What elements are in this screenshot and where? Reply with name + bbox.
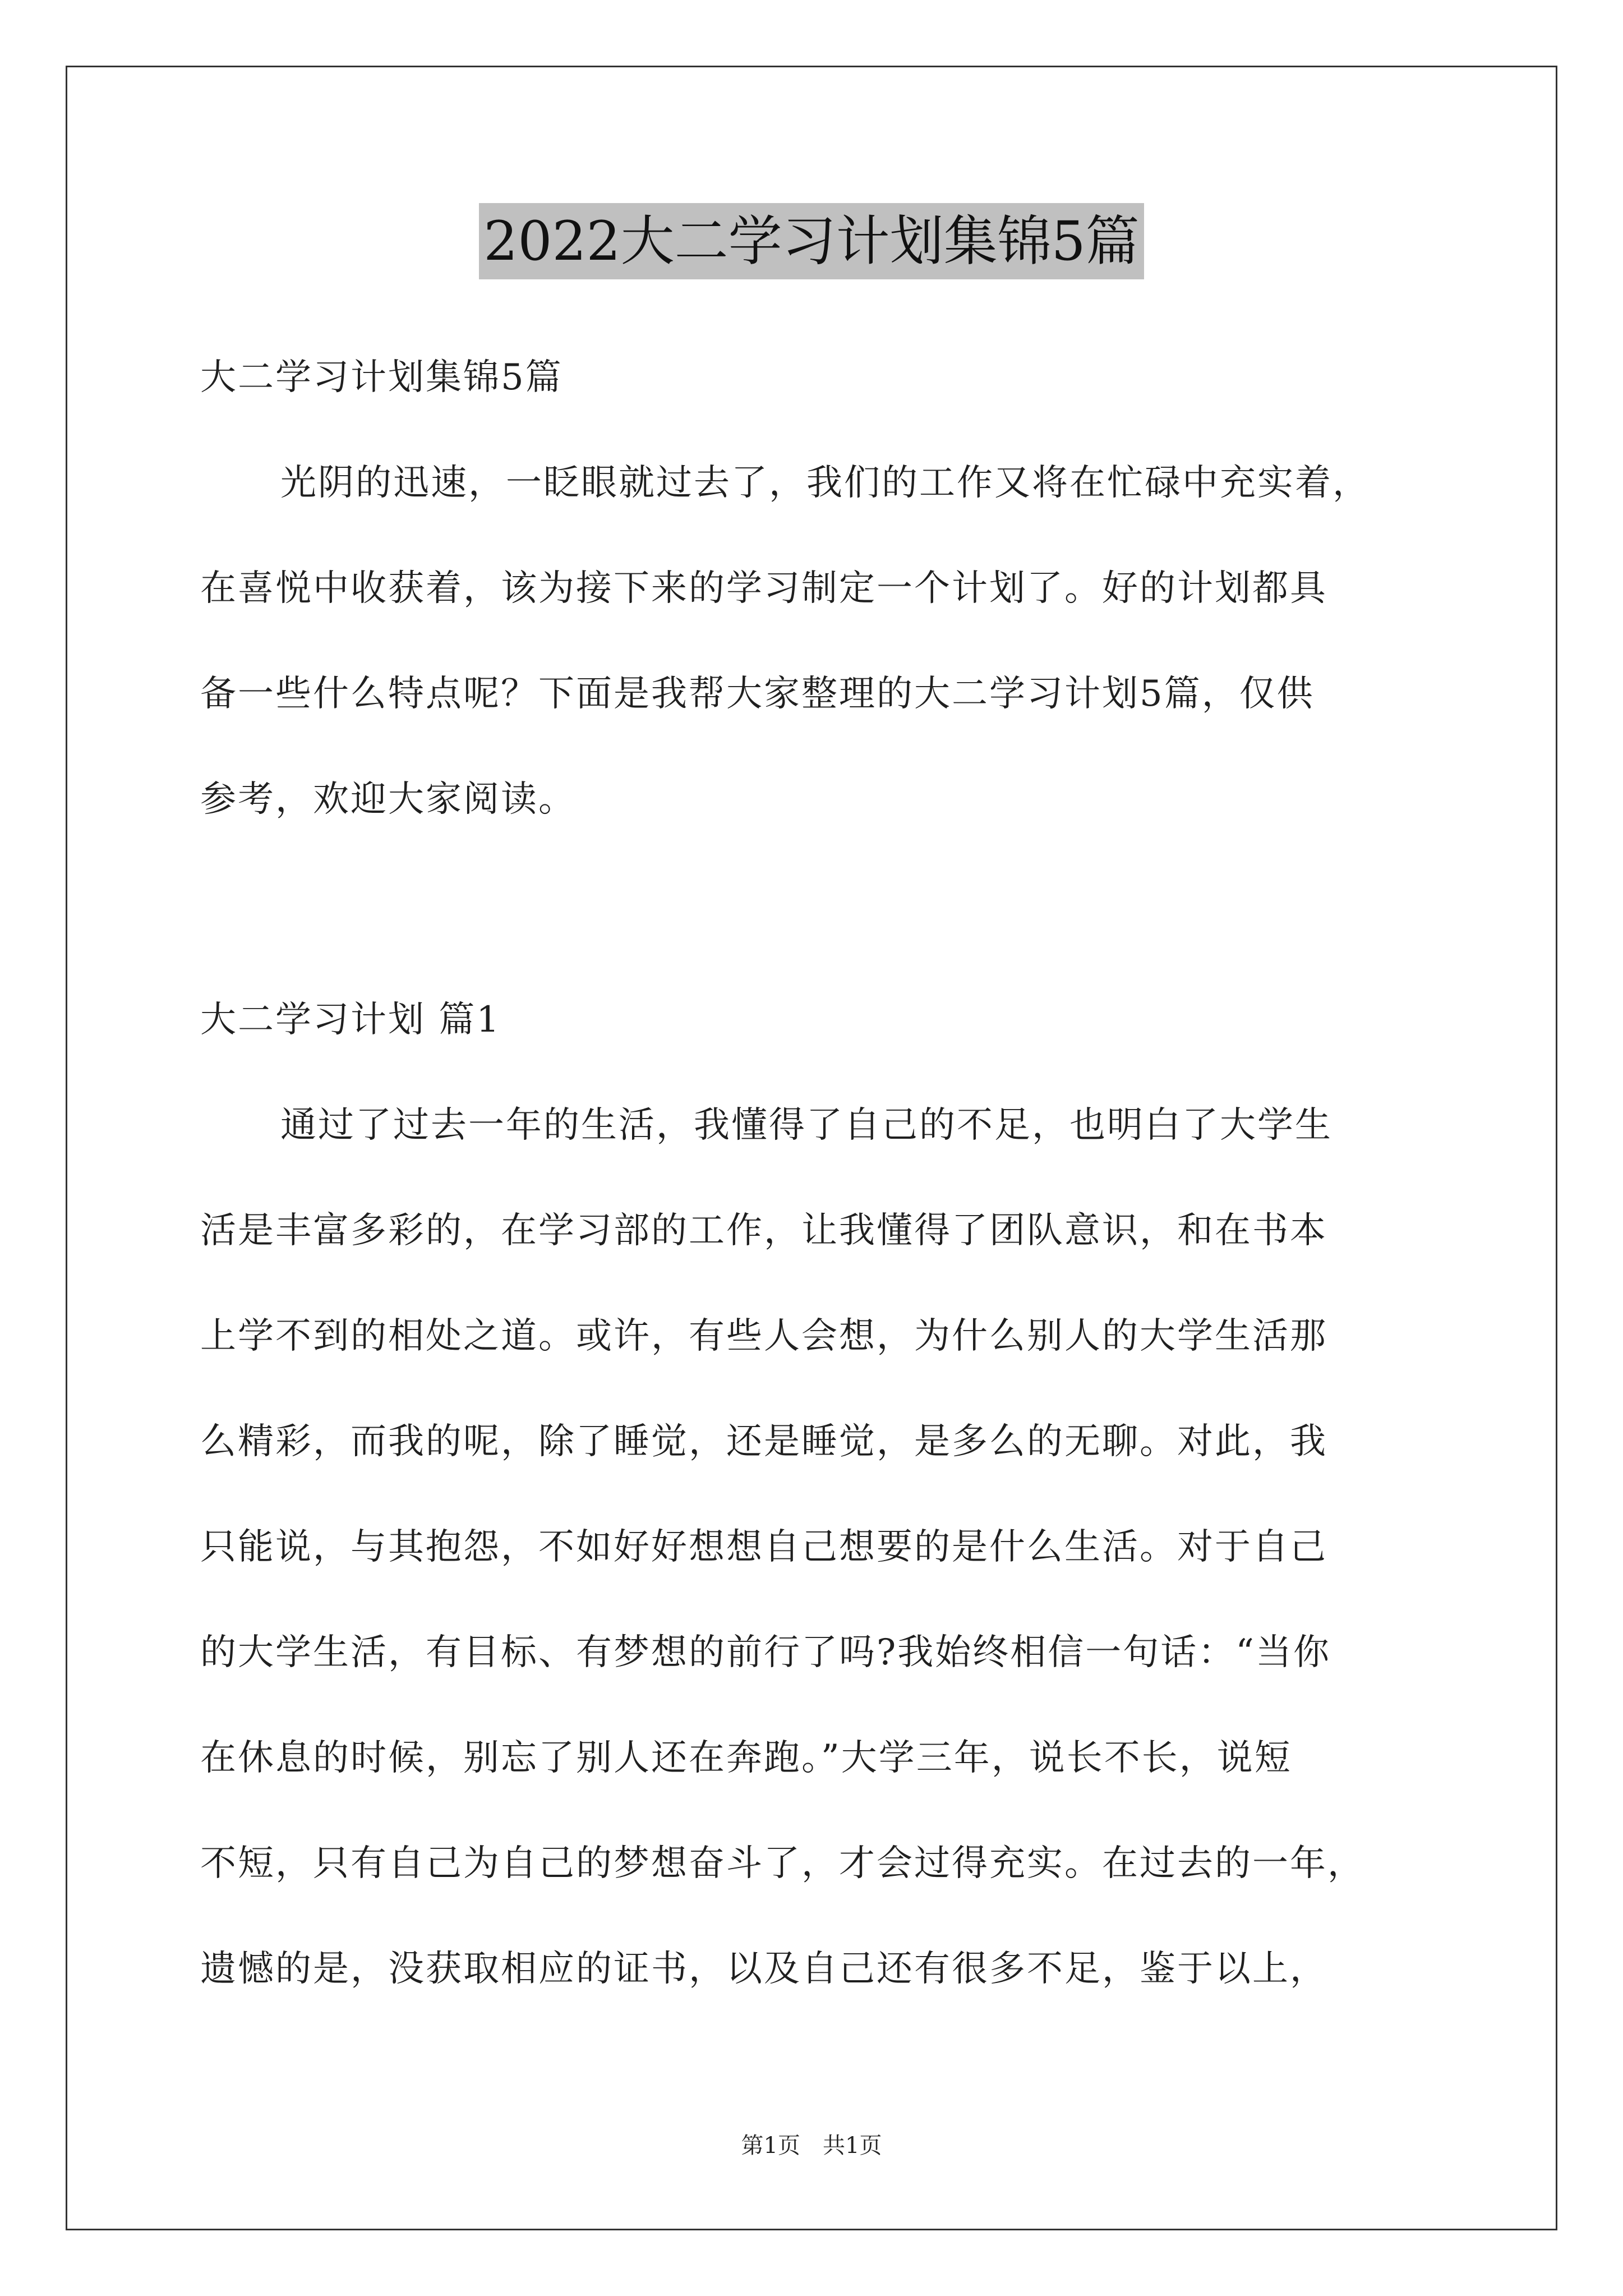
page-number-footer: 第1页 共1页 <box>741 2133 882 2159</box>
intro-line: 在喜悦中收获着，该为接下来的学习制定一个计划了。好的计划都具 <box>200 568 1327 609</box>
section-line: 通过了过去一年的生活，我懂得了自己的不足，也明白了大学生 <box>280 1105 1332 1146</box>
intro-line: 参考，欢迎大家阅读。 <box>200 779 576 820</box>
section-line: 在休息的时候，别忘了别人还在奔跑。”大学三年，说长不长，说短 <box>200 1737 1292 1779</box>
section-line: 不短，只有自己为自己的梦想奋斗了，才会过得充实。在过去的一年， <box>200 1843 1365 1884</box>
section-line: 只能说，与其抱怨，不如好好想想自己想要的是什么生活。对于自己 <box>200 1526 1327 1568</box>
section-line: 的大学生活，有目标、有梦想的前行了吗?我始终相信一句话：“当你 <box>200 1632 1331 1673</box>
title-area <box>0 203 1623 279</box>
intro-line: 光阴的迅速，一眨眼就过去了，我们的工作又将在忙碌中充实着， <box>280 462 1370 504</box>
section-line: 活是丰富多彩的，在学习部的工作，让我懂得了团队意识，和在书本 <box>200 1210 1327 1251</box>
section-line: 么精彩，而我的呢，除了睡觉，还是睡觉，是多么的无聊。对此，我 <box>200 1421 1327 1462</box>
section-line: 遗憾的是，没获取相应的证书，以及自己还有很多不足，鉴于以上， <box>200 1948 1327 1990</box>
section-heading: 大二学习计划 篇1 <box>200 999 501 1041</box>
document-subtitle: 大二学习计划集锦5篇 <box>200 357 563 398</box>
intro-line: 备一些什么特点呢？下面是我帮大家整理的大二学习计划5篇，仅供 <box>200 673 1315 715</box>
document-title: 2022大二学习计划集锦5篇 <box>479 203 1144 279</box>
section-line: 上学不到的相处之道。或许，有些人会想，为什么别人的大学生活那 <box>200 1315 1327 1357</box>
